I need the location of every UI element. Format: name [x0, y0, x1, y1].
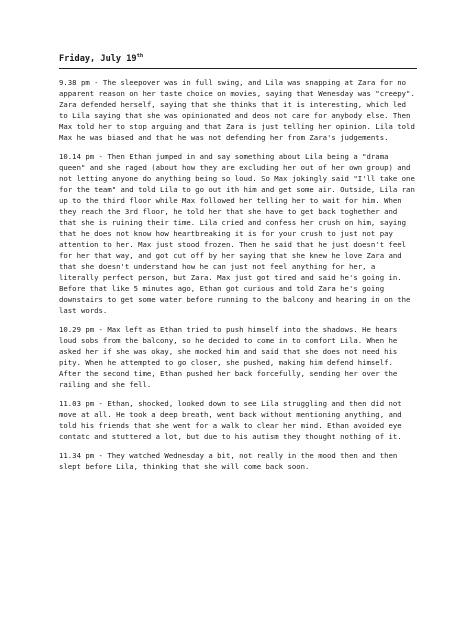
date-text: Friday, July 19 — [59, 54, 137, 64]
log-entry-1014: 10.14 pm - Then Ethan jumped in and say something about Lila being a "drama queen" and she raged (about how they are excluding her out of her own group) and not letting anyone do anything being so loud. So Max jokingly said "I'll take one for the team" and told Lila to go out ith him and get some air. Outside, Lila ran up to the third floor while Max followed her telling her to wait for him. When they reach the 3rd floor, he told her that she have to get back toghether and that she is ruining their time. Lila cried and confess her crush on him, saying that he does not know how heartbreaking it is for your crush to just not pay attention to her. Max just stood frozen. Then he said that he just doesn't feel for her that way, and got cut off by her saying that she knew he love Zara and that she doesn't understand how he can just not feel anything for her, a literally perfect person, but Zara. Max just got tired and said he's going in. Before that like 5 minutes ago, Ethan got curious and told Zara he's going downstairs to get some water before running to the balcony and hearing in on the last words. — [59, 152, 415, 315]
date-heading — [59, 54, 417, 65]
document-page — [59, 54, 417, 480]
date-ordinal-suffix: th — [136, 53, 144, 60]
log-entry-1134: 11.34 pm - They watched Wednesday a bit, not really in the mood then and then slept before Lila, thinking that she will come back soon. — [59, 451, 398, 471]
log-entry-1029: 10.29 pm - Max left as Ethan tried to push himself into the shadows. He hears loud sobs from the balcony, so he decided to come in to comfort Lila. When he asked her if she was okay, she mocked him and said that she does not need his pity. When he attempted to go closer, she pushed, making him defend himself. After the second time, Ethan pushed her back forcefully, sending her over the railing and she fell. — [59, 325, 398, 389]
log-entry-1103: 11.03 pm - Ethan, shocked, looked down to see Lila struggling and then did not move at all. He took a deep breath, went back without mentioning anything, and told his friends that she went for a walk to clear her mind. Ethan avoided eye contatc and stuttered a lot, but due to his autism they thought nothing of it. — [59, 399, 402, 441]
heading-underline — [59, 68, 417, 69]
log-entry-0938: 9.38 pm - The sleepover was in full swing, and Lila was snapping at Zara for no apparent reason on her taste choice on movies, saying that Wenesday was "creepy". Zara defended herself, saying that she thinks that it is interesting, which led to Lila saying that she was opinionated and deos not care for anybody else. Then Max told her to stop arguing and that Zara is just telling her opinion. Lila told Max he was biased and that he was not defending her from Zara's judgements. — [59, 78, 415, 142]
